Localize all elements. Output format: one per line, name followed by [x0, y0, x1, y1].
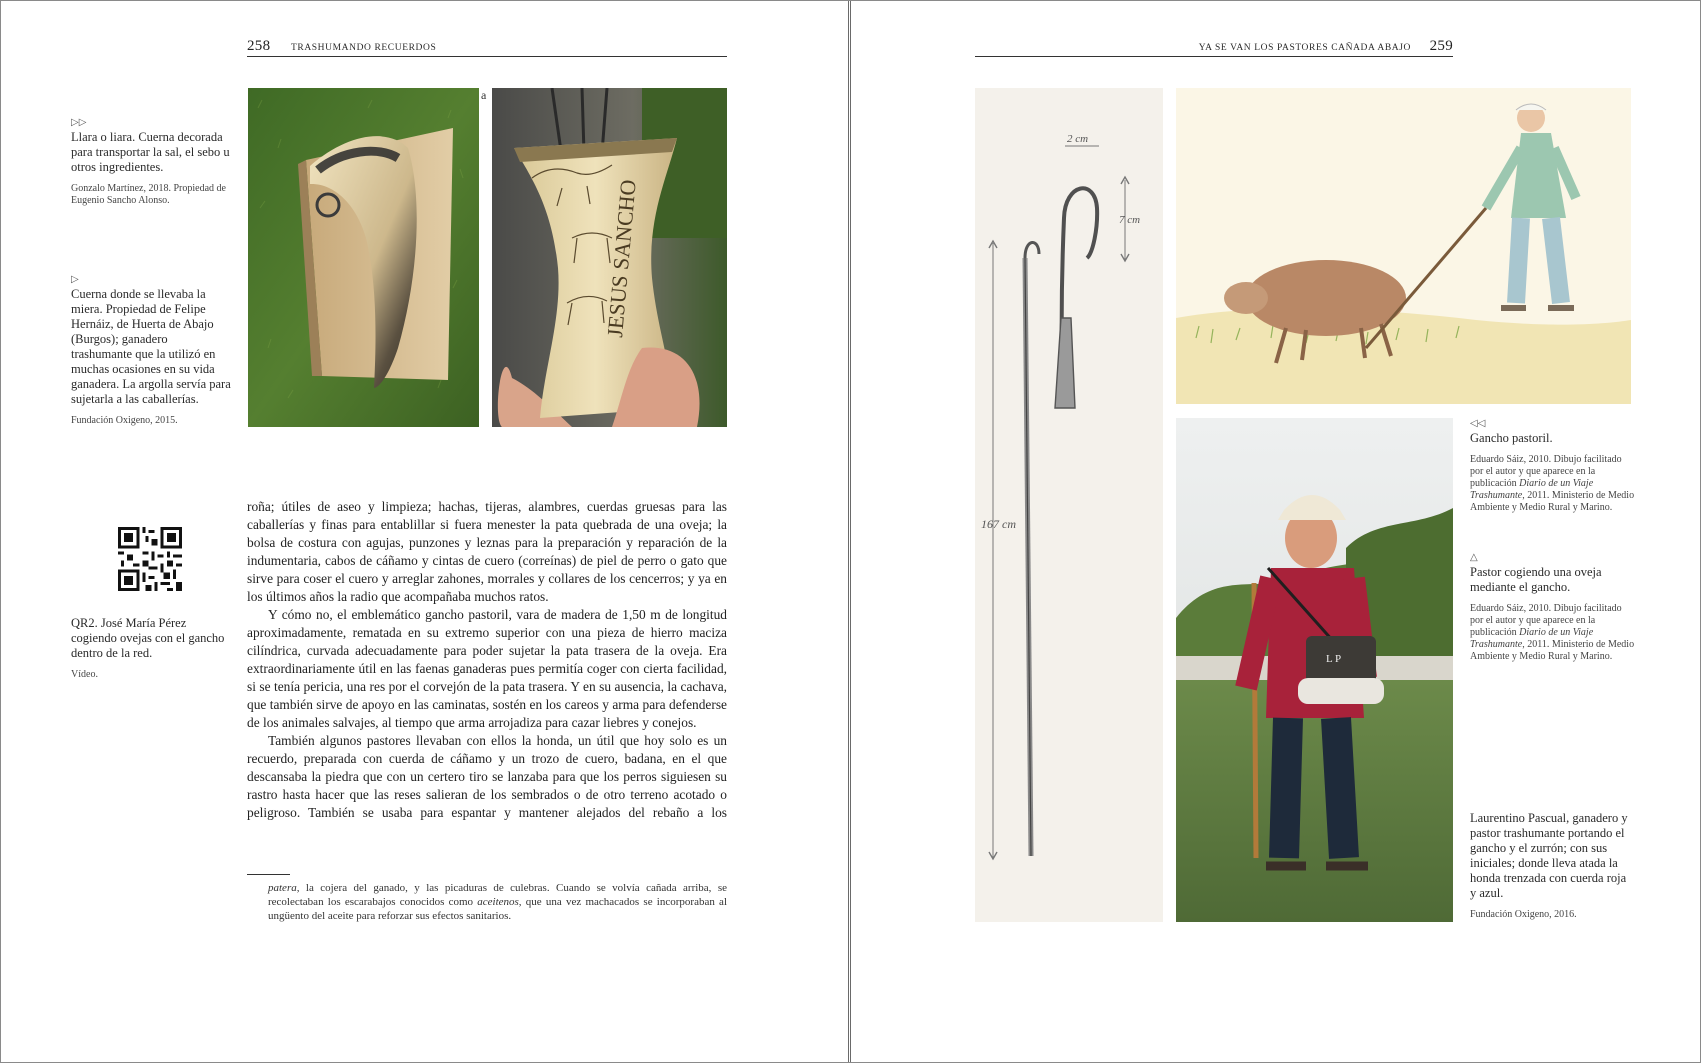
hook-sketch: [975, 88, 1163, 922]
paragraph-3: También algunos pastores llevaban con ellos la honda, un útil que hoy solo es un recuerdo, preparada con cuerda de cáñamo y un trozo de cuero, badana, en el que descansaba la piedra que con un certero tiro se lanzaba para que los perros siguiesen su rastro hasta hacer que las reses salieran de los sembrados o de otro terreno acotado o peligroso. También se usaba para espantar y mantener alejados del rebaño a los: [247, 733, 727, 820]
credit-text-b: , 2011. Ministerio de Medio Ambiente y Medio Rural y Marino.: [1470, 639, 1635, 662]
credit-text-b: , 2011. Ministerio de Medio Ambiente y Medio Rural y Marino.: [1470, 490, 1635, 513]
caption-qr-credit[interactable]: Vídeo.: [71, 669, 98, 680]
footnote-italic-start: patera,: [268, 882, 300, 894]
running-head-left: [247, 38, 727, 57]
credit-italic: Diario de un Viaje Trashumante: [1470, 627, 1594, 650]
caption-qr: [71, 616, 231, 681]
running-title-right: YA SE VAN LOS PASTORES CAÑADA ABAJO: [1198, 43, 1411, 53]
caption-arrow-double-left-icon: ◁◁: [1470, 418, 1486, 429]
running-head-right: [975, 38, 1453, 57]
laurentino-pascual-image: [1176, 418, 1453, 922]
caption-laurentino-text: Laurentino Pascual, ganadero y pastor trashumante portando el gancho y el zurrón; con sus iniciales; donde lleva atada la honda trenzada con cuerda roja y azul.: [1470, 811, 1628, 900]
caption-cuerna-credit: Fundación Oxigeno, 2015.: [71, 415, 178, 426]
page-number-left: 258: [247, 38, 271, 54]
body-text: [247, 498, 727, 822]
sketch-length-label: 167 cm: [981, 517, 1016, 531]
horn-inscription: JESUS SANCHO: [602, 178, 641, 339]
caption-qr-text: QR2. José María Pérez cogiendo ovejas con el gancho dentro de la red.: [71, 616, 225, 660]
bag-initials: L P: [1326, 653, 1342, 665]
qr-code-icon[interactable]: [118, 527, 182, 591]
running-title-left: TRASHUMANDO RECUERDOS: [291, 43, 437, 53]
paragraph-1: roña; útiles de aseo y limpieza; hachas, tijeras, alambres, cuerdas gruesas para las caballerías y finas para entablillar si fuera menester la pata quebrada de una oveja; la bolsa de costura con agujas, punzones y leznas para la preparación y reparación de la indumentaria, cabos de cáñamo y cintas de cuero (correínas) de piel de perro o gato que sirve para coser el cuero y arreglar zahones, morrales y collares de los cencerros; y ya en los últimos años la radio que acompañaba muchos ratos.: [247, 499, 727, 604]
paragraph-2: Y cómo no, el emblemático gancho pastoril, vara de madera de 1,50 m de longitud aproximadamente, rematada en su extremo superior con una pieza de hierro maciza cilíndrica, curvada adecuadamente para poder sujetar la pata trasera de la oveja. Era extraordinariamente útil en las faenas ganaderas pues permitía coger con cierta facilidad, si se tenía pericia, una res por el corvejón de la pata trasera. Y en su ausencia, la cachava, que también sirve de apoyo en las caminatas, sostén en los careos y arma para defenderse de los animales salvajes, al tiempo que arma arrojadiza para cazar liebres y conejos.: [247, 607, 727, 730]
laurentino-pascual-photo: [1176, 418, 1453, 922]
credit-text-a: Eduardo Sáiz, 2010. Dibujo facilitado por el autor y que aparece en la publicación: [1470, 603, 1622, 638]
figure-letter: a: [481, 88, 487, 102]
caption-llara: [71, 117, 231, 207]
footnote-text-b: que una vez machacados se incorporaban al ungüento del aceite para reforzar sus efectos sanitarios.: [268, 896, 727, 922]
page-number-right: 259: [1429, 38, 1453, 54]
horn-on-board-image: [248, 88, 479, 427]
caption-cuerna-miera: [71, 274, 231, 427]
credit-text-a: Eduardo Sáiz, 2010. Dibujo facilitado por el autor y que aparece en la publicación: [1470, 454, 1622, 489]
footnote: [268, 881, 727, 923]
caption-pastor-oveja: [1470, 552, 1635, 663]
right-page: [850, 0, 1701, 1063]
footnote-italic-mid: aceitenos,: [477, 896, 522, 908]
caption-arrow-up-icon: △: [1470, 552, 1478, 563]
caption-llara-text: Llara o liara. Cuerna decorada para transportar la sal, el sebo u otros ingredientes.: [71, 130, 230, 174]
caption-cuerna-text: Cuerna donde se llevaba la miera. Propiedad de Felipe Hernáiz, de Huerta de Abajo (Burgos); ganadero trashumante que la utilizó en muchas ocasiones en su vida ganadera. La argolla servía para sujetarla a las caballerías.: [71, 287, 231, 406]
shepherd-hooking-sheep-drawing: [1176, 88, 1631, 404]
caption-gancho-credit: [1470, 454, 1635, 514]
decorated-horn-photo: [492, 88, 727, 427]
caption-arrow-double-right-icon: ▷▷: [71, 117, 87, 128]
horn-on-board-photo: [248, 88, 479, 427]
footnote-rule: [247, 874, 290, 875]
caption-laurentino-credit: Fundación Oxigeno, 2016.: [1470, 909, 1577, 920]
hook-sketch-drawing: [975, 88, 1163, 922]
footnote-text-a: la cojera del ganado, y las picaduras de culebras. Cuando se volvía cañada arriba, se recolectaban los escarabajos conocidos como: [268, 882, 727, 908]
decorated-horn-image: [492, 88, 727, 427]
shepherd-hooking-sheep-image: [1176, 88, 1631, 404]
caption-llara-credit: Gonzalo Martínez, 2018. Propiedad de Eugenio Sancho Alonso.: [71, 183, 226, 206]
sketch-hook-label: 7 cm: [1119, 214, 1141, 226]
caption-gancho-text: Gancho pastoril.: [1470, 431, 1553, 445]
caption-arrow-right-icon: ▷: [71, 274, 79, 285]
caption-gancho: [1470, 418, 1635, 514]
caption-laurentino: [1470, 811, 1635, 921]
caption-pastor-credit: [1470, 603, 1635, 663]
credit-italic: Diario de un Viaje Trashumante: [1470, 478, 1594, 501]
left-page: [0, 0, 849, 1063]
caption-pastor-text: Pastor cogiendo una oveja mediante el gancho.: [1470, 565, 1602, 594]
sketch-width-label: 2 cm: [1067, 133, 1089, 145]
